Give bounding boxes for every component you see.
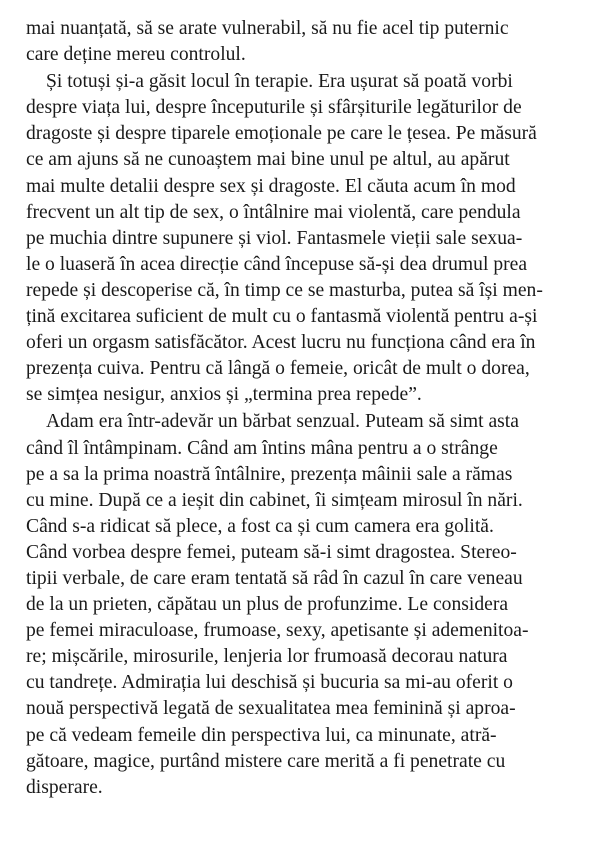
text-line: cu mine. După ce a ieșit din cabinet, îi simțeam mirosul în nări.	[26, 489, 523, 511]
text-line: pe muchia dintre supunere și viol. Fantasmele vieții sale sexua-	[26, 227, 523, 249]
text-line: pe că vedeam femeile din perspectiva lui, ca minunate, atră-	[26, 724, 497, 746]
text-line: dragoste și despre tiparele emoționale pe care le țesea. Pe măsură	[26, 123, 537, 145]
paragraph-1	[26, 16, 584, 68]
text-line: când îl întâmpinam. Când am întins mâna pentru a o strânge	[26, 437, 498, 459]
text-line: repede și descoperise că, în timp ce se masturba, putea să își men-	[26, 279, 543, 301]
text-line: țină excitarea suficient de mult cu o fantasmă violentă pentru a-și	[26, 306, 538, 328]
paragraph-2	[26, 69, 584, 408]
text-line: despre viața lui, despre începuturile și sfârșiturile legăturilor de	[26, 97, 522, 119]
text-line: ce am ajuns să ne cunoaștem mai bine unul pe altul, au apărut	[26, 149, 510, 171]
text-line: re; mișcările, mirosurile, lenjeria lor frumoasă decorau natura	[26, 646, 508, 668]
text-line: cu tandrețe. Admirația lui deschisă și bucuria sa mi-au oferit o	[26, 672, 513, 694]
text-line: le o luaseră în acea direcție când începuse să-și dea drumul prea	[26, 253, 528, 275]
text-line: mai nuanțată, să se arate vulnerabil, să nu fie acel tip puternic	[26, 18, 509, 39]
text-line: mai multe detalii despre sex și dragoste. El căuta acum în mod	[26, 175, 516, 197]
text-line: oferi un orgasm satisfăcător. Acest lucru nu funcționa când era în	[26, 332, 536, 354]
text-line: pe a sa la prima noastră întâlnire, prezența mâinii sale a rămas	[26, 463, 513, 485]
text-line: nouă perspectivă legată de sexualitatea mea feminină și aproa-	[26, 698, 516, 720]
text-line: gătoare, magice, purtând mistere care merită a fi penetrate cu	[26, 750, 506, 772]
text-line: care deține mereu controlul.	[26, 44, 246, 66]
text-line: Când s-a ridicat să plece, a fost ca și cum camera era golită.	[26, 515, 494, 537]
text-line: Și totuși și-a găsit locul în terapie. Era ușurat să poată vorbi	[46, 71, 513, 93]
text-line: se simțea nesigur, anxios și „termina prea repede”.	[26, 384, 422, 406]
paragraph-3	[26, 409, 584, 800]
text-line: de la un prieten, căpătau un plus de profunzime. Le considera	[26, 594, 509, 616]
text-line: disperare.	[26, 776, 103, 798]
text-line: frecvent un alt tip de sex, o întâlnire mai violentă, care pendula	[26, 201, 521, 223]
text-line: Când vorbea despre femei, puteam să-i simt dragostea. Stereo-	[26, 541, 517, 563]
text-line: prezența cuiva. Pentru că lângă o femeie, oricât de mult o dorea,	[26, 358, 530, 380]
text-line: Adam era într-adevăr un bărbat senzual. Puteam să simt asta	[46, 411, 519, 433]
text-line: pe femei miraculoase, frumoase, sexy, apetisante și ademenitoa-	[26, 620, 529, 642]
text-line: tipii verbale, de care eram tentată să râd în cazul în care veneau	[26, 567, 523, 589]
